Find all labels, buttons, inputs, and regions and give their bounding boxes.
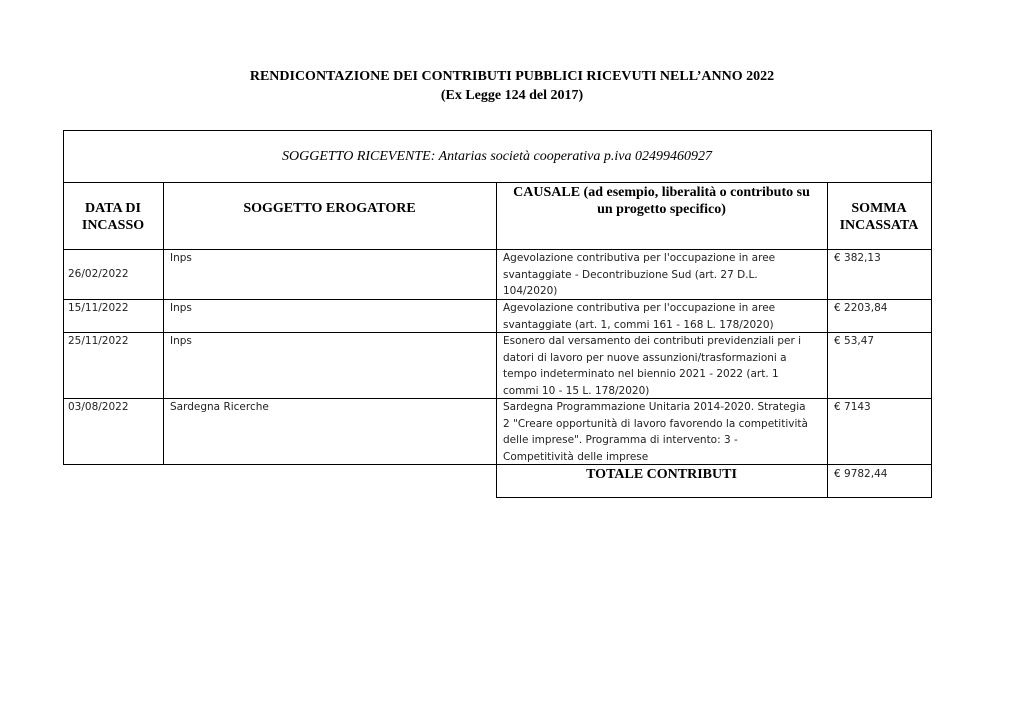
header-soggetto-erogatore: SOGGETTO EROGATORE [243, 201, 416, 216]
header-causale: CAUSALE (ad esempio, liberalità o contributo su un progetto specifico) [513, 185, 810, 217]
row-date: 25/11/2022 [68, 335, 129, 347]
row-causale: Esonero dal versamento dei contributi previdenziali per i datori di lavoro per nuove assunzioni/trasformazioni a tempo indeterminato nel biennio 2021 - 2022 (art. 1 commi 10 - 15 L. 178/2020) [503, 335, 802, 397]
recipient-info: SOGGETTO RICEVENTE: Antarias società cooperativa p.iva 02499460927 [282, 149, 712, 164]
row-erogatore: Inps [170, 335, 192, 347]
header-data-incasso: DATA DI INCASSO [81, 201, 145, 233]
row-causale: Sardegna Programmazione Unitaria 2014-2020. Strategia 2 "Creare opportunità di lavoro favorendo la competitività delle imprese". Programma di intervento: 3 - Competitività delle imprese [503, 401, 808, 463]
row-amount: € 382,13 [834, 252, 881, 264]
table-rule [163, 182, 164, 465]
row-causale: Agevolazione contributiva per l'occupazione in aree svantaggiate - Decontribuzione Sud (art. 27 D.L. 104/2020) [503, 252, 776, 297]
row-erogatore: Inps [170, 252, 192, 264]
table-rule [63, 182, 932, 183]
document-subtitle: (Ex Legge 124 del 2017) [440, 88, 584, 103]
row-amount: € 7143 [834, 401, 871, 413]
total-label: TOTALE CONTRIBUTI [586, 467, 737, 482]
document-title: RENDICONTAZIONE DEI CONTRIBUTI PUBBLICI RICEVUTI NELL’ANNO 2022 [249, 69, 775, 84]
row-date: 26/02/2022 [68, 268, 129, 280]
header-somma-incassata: SOMMA INCASSATA [839, 201, 919, 233]
row-causale: Agevolazione contributiva per l'occupazione in aree svantaggiate (art. 1, commi 161 - 168 L. 178/2020) [503, 302, 776, 331]
total-amount: € 9782,44 [834, 468, 888, 480]
row-amount: € 53,47 [834, 335, 875, 347]
row-erogatore: Inps [170, 302, 192, 314]
table-rule [496, 182, 497, 465]
row-amount: € 2203,84 [834, 302, 888, 314]
row-erogatore: Sardegna Ricerche [170, 401, 269, 413]
row-date: 03/08/2022 [68, 401, 129, 413]
row-date: 15/11/2022 [68, 302, 129, 314]
